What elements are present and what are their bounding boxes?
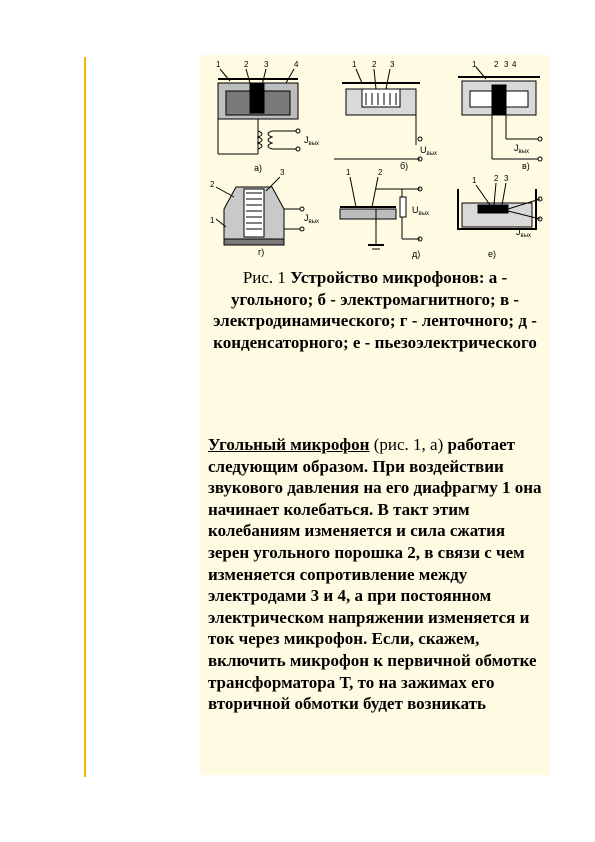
panel-label-d: д) (412, 249, 421, 259)
label-g-1: 1 (210, 216, 215, 225)
panel-label-v: в) (522, 161, 530, 171)
label-d-1: 1 (346, 168, 351, 177)
body-paragraph (208, 434, 548, 715)
output-label-e: $J_{вых}$ (516, 227, 531, 239)
panel-label-e: е) (488, 249, 497, 259)
panel-v-diagram (458, 67, 542, 161)
label-e-2: 2 (494, 174, 499, 183)
label-a-1: 1 (216, 60, 221, 69)
label-a-2: 2 (244, 60, 249, 69)
label-a-4: 4 (294, 60, 299, 69)
paragraph-term: Угольный микрофон (208, 435, 370, 454)
panel-g-diagram (216, 177, 304, 245)
output-label-g: $J_{вых}$ (304, 213, 319, 225)
panel-label-a: а) (254, 163, 263, 173)
output-label-b: $U_{вых}$ (420, 145, 437, 157)
label-b-3: 3 (390, 60, 395, 69)
page-content (200, 55, 550, 775)
label-a-3: 3 (264, 60, 269, 69)
label-b-1: 1 (352, 60, 357, 69)
panel-d-diagram (340, 177, 422, 249)
panel-label-b: б) (400, 161, 409, 171)
output-label-d: $U_{вых}$ (412, 205, 429, 217)
paragraph-ref: (рис. 1, а) (369, 435, 444, 454)
figure-caption (200, 267, 550, 353)
panel-a-diagram (218, 69, 300, 154)
output-label-v: $J_{вых}$ (514, 143, 529, 155)
panel-label-g: г) (258, 247, 265, 257)
paragraph-text: работает следующим образом. При воздействии звукового давления на его диафрагму 1 она начинает колебаться. В такт этим колебаниям изменяется и сила сжатия зерен угольного порошка 2, в связи с чем изменяется сопротивление между электродами 3 и 4, а при постоянном электрическом напряжении изменяется и ток через микрофон. Если, скажем, включить микрофон к первичной обмотке трансформатора Т, то на зажимах его вторичной обмотки будет возникать (208, 435, 542, 714)
label-v-1: 1 (472, 60, 477, 69)
margin-line (84, 57, 86, 777)
label-d-2: 2 (378, 168, 383, 177)
panel-b-diagram (334, 69, 422, 161)
label-v-3: 3 (504, 60, 509, 69)
label-v-2: 2 (494, 60, 499, 69)
caption-lead: Рис. 1 (242, 268, 291, 287)
caption-text: Устройство микрофонов: а - угольного; б - электромагнитного; в - электродинамического; г - ленточного; д - конденсаторного; е - пьезоэлектрического (213, 268, 537, 352)
label-v-4: 4 (512, 60, 517, 69)
microphone-diagrams (206, 59, 544, 264)
output-label-a: $J_{вых}$ (304, 135, 319, 147)
panel-e-diagram (458, 183, 542, 229)
label-e-3: 3 (504, 174, 509, 183)
label-b-2: 2 (372, 60, 377, 69)
microphone-figure (206, 59, 544, 264)
label-g-2: 2 (210, 180, 215, 189)
label-g-3: 3 (280, 168, 285, 177)
label-e-1: 1 (472, 176, 477, 185)
